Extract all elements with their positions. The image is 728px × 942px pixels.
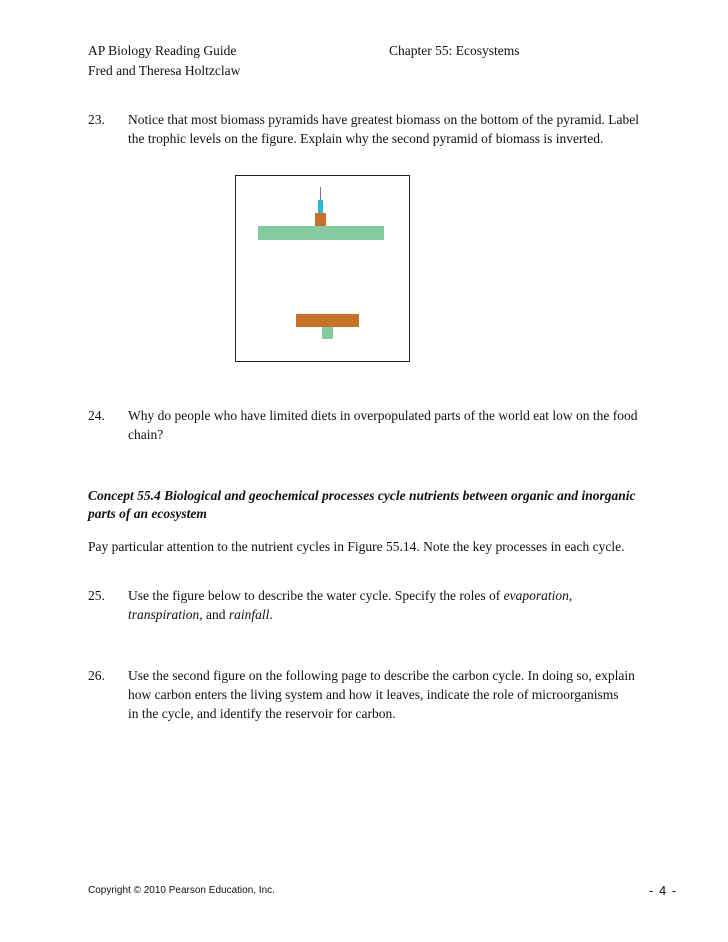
q25-and: , and	[199, 607, 229, 622]
pyramid1-tertiary-bar	[318, 200, 323, 213]
q25-evaporation: evaporation	[503, 588, 569, 603]
q24-number: 24.	[88, 408, 105, 423]
header-title: AP Biology Reading Guide	[88, 43, 237, 58]
pyramid-top-line	[320, 187, 321, 200]
q26-line2: how carbon enters the living system and how it leaves, indicate the role of microorganisms	[128, 687, 619, 702]
q25-text	[128, 586, 572, 624]
q24-text	[128, 406, 638, 444]
intro-text: Pay particular attention to the nutrient cycles in Figure 55.14. Note the key processes in each cycle.	[88, 539, 625, 554]
q23-text	[128, 110, 639, 148]
pyramid1-consumer-bar	[315, 213, 326, 226]
header-authors: Fred and Theresa Holtzclaw	[88, 63, 241, 78]
q25-line2	[128, 605, 572, 624]
page-number: - 4 -	[649, 883, 678, 898]
q26-text	[128, 666, 635, 723]
q25-rainfall: rainfall	[228, 607, 270, 622]
pyramid2-consumer-bar	[296, 314, 359, 327]
q25-comma: ,	[568, 588, 573, 603]
q23-line1: Notice that most biomass pyramids have greatest biomass on the bottom of the pyramid. Label	[128, 112, 640, 127]
q25-line1-text: Use the figure below to describe the water cycle. Specify the roles of	[128, 588, 504, 603]
q23-line2: the trophic levels on the figure. Explain why the second pyramid of biomass is inverted.	[128, 131, 604, 146]
pyramid2-producer-bar	[322, 327, 333, 339]
concept-heading-line1: Concept 55.4 Biological and geochemical processes cycle nutrients between organic and inorganic	[88, 488, 636, 503]
concept-heading-line2: parts of an ecosystem	[88, 506, 207, 521]
q25-number: 25.	[88, 588, 105, 603]
q25-transpiration: transpiration	[128, 607, 200, 622]
header-chapter: Chapter 55: Ecosystems	[389, 43, 520, 58]
q23-number: 23.	[88, 112, 105, 127]
q25-line1	[128, 586, 572, 605]
q24-line2: chain?	[128, 427, 164, 442]
footer-copyright: Copyright © 2010 Pearson Education, Inc.	[88, 885, 275, 896]
q25-period: .	[269, 607, 273, 622]
q26-line1: Use the second figure on the following page to describe the carbon cycle. In doing so, explain	[128, 668, 635, 683]
biomass-pyramid-figure	[235, 175, 410, 362]
pyramid1-producer-bar	[258, 226, 384, 240]
q24-line1: Why do people who have limited diets in overpopulated parts of the world eat low on the food	[128, 408, 638, 423]
q26-line3: in the cycle, and identify the reservoir for carbon.	[128, 706, 396, 721]
q26-number: 26.	[88, 668, 105, 683]
